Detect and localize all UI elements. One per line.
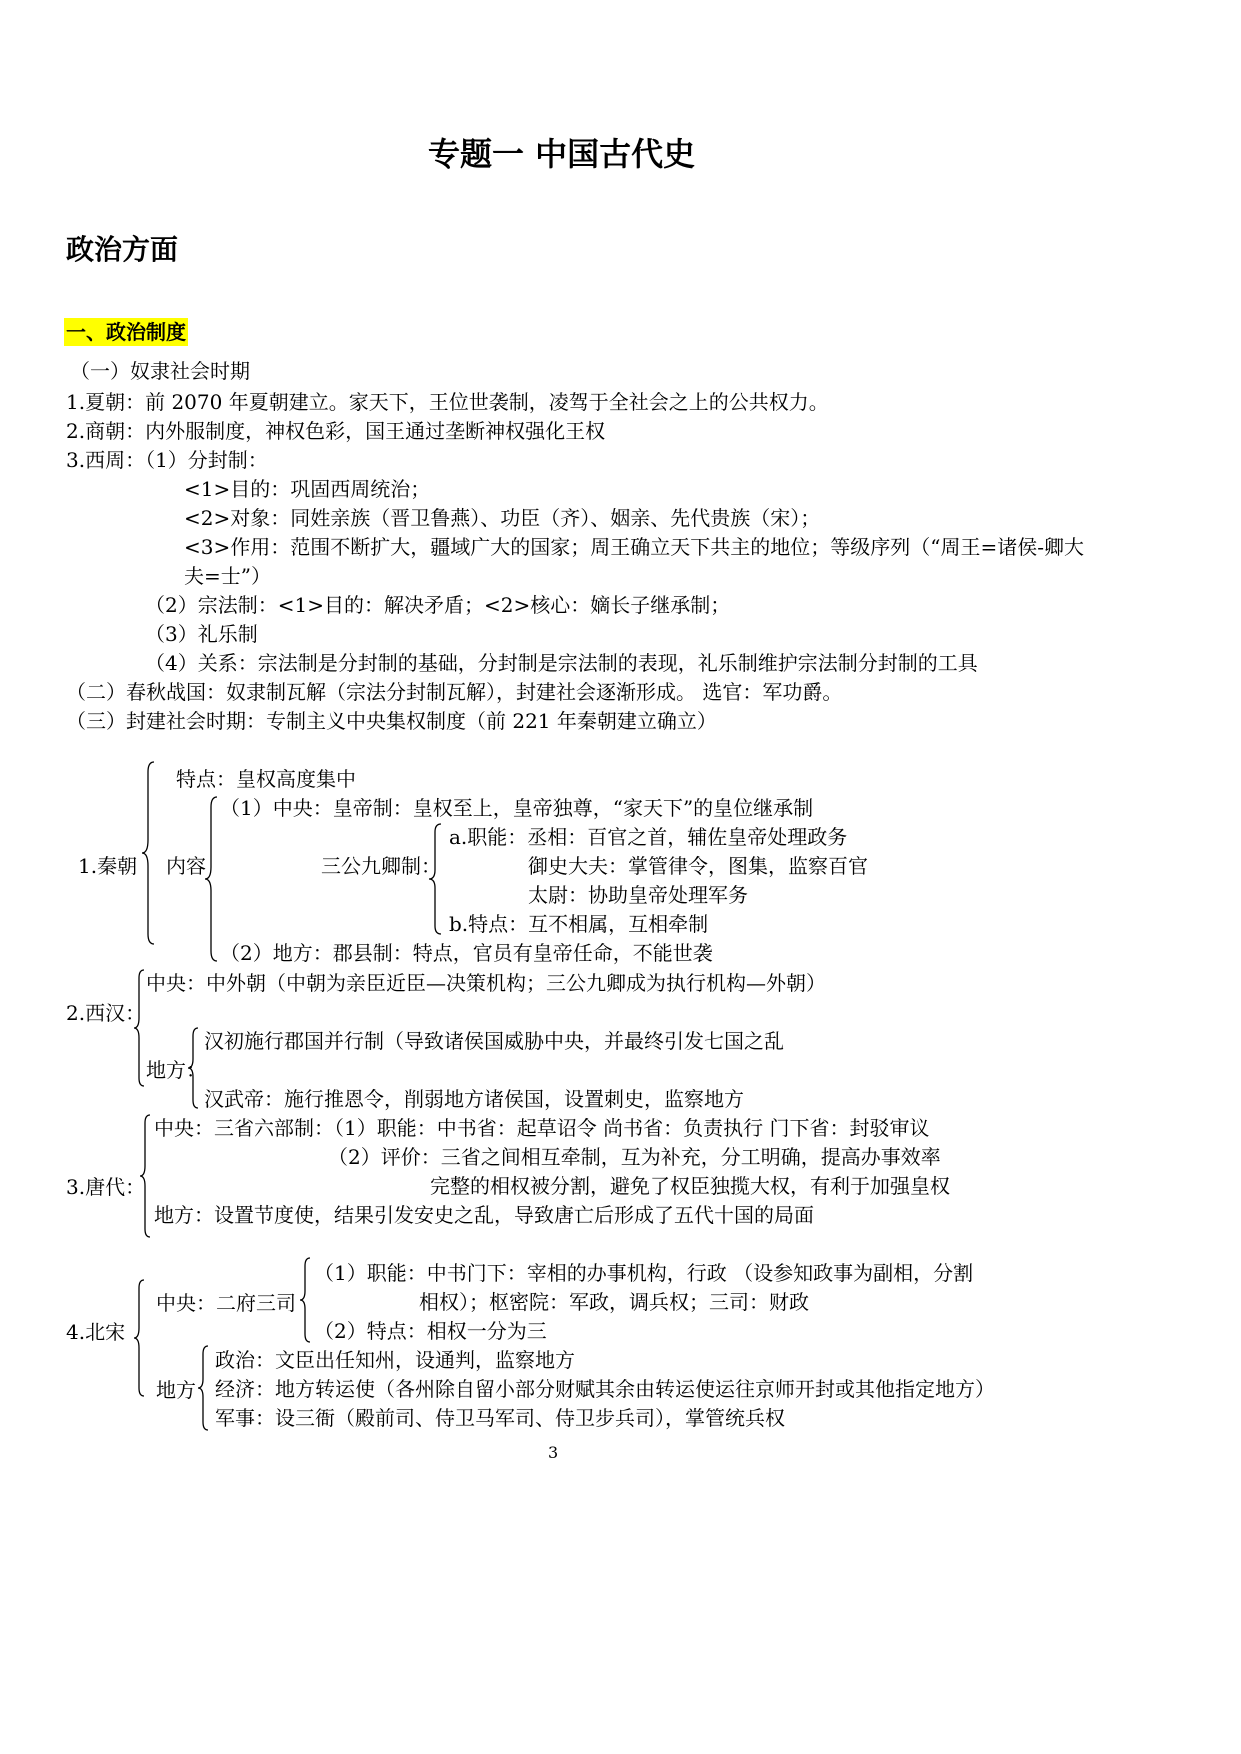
tang-zhongyang: 中央：三省六部制：（1）职能：中书省：起草诏令 尚书省：负责执行 门下省：封驳审议	[154, 1116, 930, 1140]
song-jingji: 经济：地方转运使（各州除自留小部分财赋其余由转运使运往京师开封或其他指定地方）	[215, 1377, 995, 1401]
line-zuoyong-cont: 夫=士”）	[184, 564, 271, 588]
line-fengjian: （三）封建社会时期：专制主义中央集权制度（前 221 年秦朝建立确立）	[66, 709, 717, 733]
line-mudi: <1>目的：巩固西周统治；	[184, 477, 431, 501]
qin-difang: （2）地方：郡县制：特点，官员有皇帝任命，不能世袭	[220, 941, 713, 965]
song-zhineng: （1）职能：中书门下：宰相的办事机构，行政 （设参知政事为副相，分割	[314, 1261, 974, 1285]
page-title: 专题一 中国古代史	[428, 135, 696, 173]
line-xizhou: 3.西周：（1）分封制：	[66, 448, 268, 472]
qin-neirong: 内容	[166, 854, 206, 878]
song-tedian: （2）特点：相权一分为三	[314, 1319, 547, 1343]
han-difang-brace	[186, 1026, 204, 1110]
han-hanchu: 汉初施行郡国并行制（导致诸侯国威胁中央，并最终引发七国之乱	[204, 1029, 784, 1053]
line-chunqiu: （二）春秋战国：奴隶制瓦解（宗法分封制瓦解），封建社会逐渐形成。 选官：军功爵。	[66, 680, 843, 704]
line-xia: 1.夏朝：前 2070 年夏朝建立。家天下，王位世袭制，凌驾于全社会之上的公共权力。	[66, 390, 829, 414]
tang-pingjia: （2）评价：三省之间相互牵制，互为补充，分工明确，提高办事效率	[328, 1145, 941, 1169]
qin-zhineng: a.职能：丞相：百官之首，辅佐皇帝处理政务	[449, 825, 848, 849]
han-label: 2.西汉：	[66, 1001, 146, 1025]
han-difang: 地方：	[146, 1058, 206, 1082]
song-junshi: 军事：设三衙（殿前司、侍卫马军司、侍卫步兵司），掌管统兵权	[215, 1406, 785, 1430]
line-guanxi: （4）关系：宗法制是分封制的基础，分封制是宗法制的表现，礼乐制维护宗法制分封制的工具	[145, 651, 978, 675]
han-hanwu: 汉武帝：施行推恩令，削弱地方诸侯国，设置刺史，监察地方	[204, 1087, 744, 1111]
song-difang: 地方	[156, 1378, 196, 1402]
qin-tedian: 特点：皇权高度集中	[176, 767, 356, 791]
song-brace	[132, 1278, 150, 1398]
tang-difang: 地方：设置节度使，结果引发安史之乱，导致唐亡后形成了五代十国的局面	[154, 1203, 814, 1227]
qin-yushi: 御史大夫：掌管律令，图集，监察百官	[528, 854, 868, 878]
line-zuoyong: <3>作用：范围不断扩大，疆域广大的国家；周王确立天下共主的地位；等级序列（“周王=诸侯-卿大	[184, 535, 1084, 559]
tang-wanzheng: 完整的相权被分割，避免了权臣独揽大权，有利于加强皇权	[430, 1174, 950, 1198]
tang-label: 3.唐代：	[66, 1175, 146, 1199]
line-shang: 2.商朝：内外服制度，神权色彩，国王通过垄断神权强化王权	[66, 419, 606, 443]
page-number: 3	[548, 1443, 559, 1462]
line-duixiang: <2>对象：同姓亲族（晋卫鲁燕）、功臣（齐）、姻亲、先代贵族（宋）；	[184, 506, 821, 530]
line-nuli: （一）奴隶社会时期	[70, 359, 250, 383]
section-heading: 政治方面	[66, 233, 179, 266]
song-label: 4.北宋	[66, 1320, 126, 1344]
song-zhongyang: 中央：二府三司	[156, 1291, 296, 1315]
qin-tedian-b: b.特点：互不相属，互相牵制	[449, 912, 709, 936]
song-zhengzhi: 政治：文臣出任知州，设通判，监察地方	[215, 1348, 575, 1372]
line-zongfa: （2）宗法制：<1>目的：解决矛盾；<2>核心：嫡长子继承制；	[145, 593, 731, 617]
han-zhongyang: 中央：中外朝（中朝为亲臣近臣—决策机构；三公九卿成为执行机构—外朝）	[146, 971, 826, 995]
line-liyue: （3）礼乐制	[145, 622, 258, 646]
subsection-heading: 一、政治制度	[66, 320, 186, 344]
qin-zhongyang: （1）中央：皇帝制：皇权至上，皇帝独尊，“家天下”的皇位继承制	[220, 796, 814, 820]
song-zhineng-cont: 相权）；枢密院：军政，调兵权；三司：财政	[419, 1290, 809, 1314]
qin-sangong: 三公九卿制：	[321, 854, 441, 878]
song-difang-brace	[196, 1344, 214, 1432]
qin-taiwei: 太尉：协助皇帝处理军务	[528, 883, 748, 907]
qin-brace	[140, 760, 160, 946]
qin-content-brace	[203, 795, 223, 963]
qin-label: 1.秦朝	[78, 854, 138, 878]
sangong-brace	[427, 822, 447, 936]
